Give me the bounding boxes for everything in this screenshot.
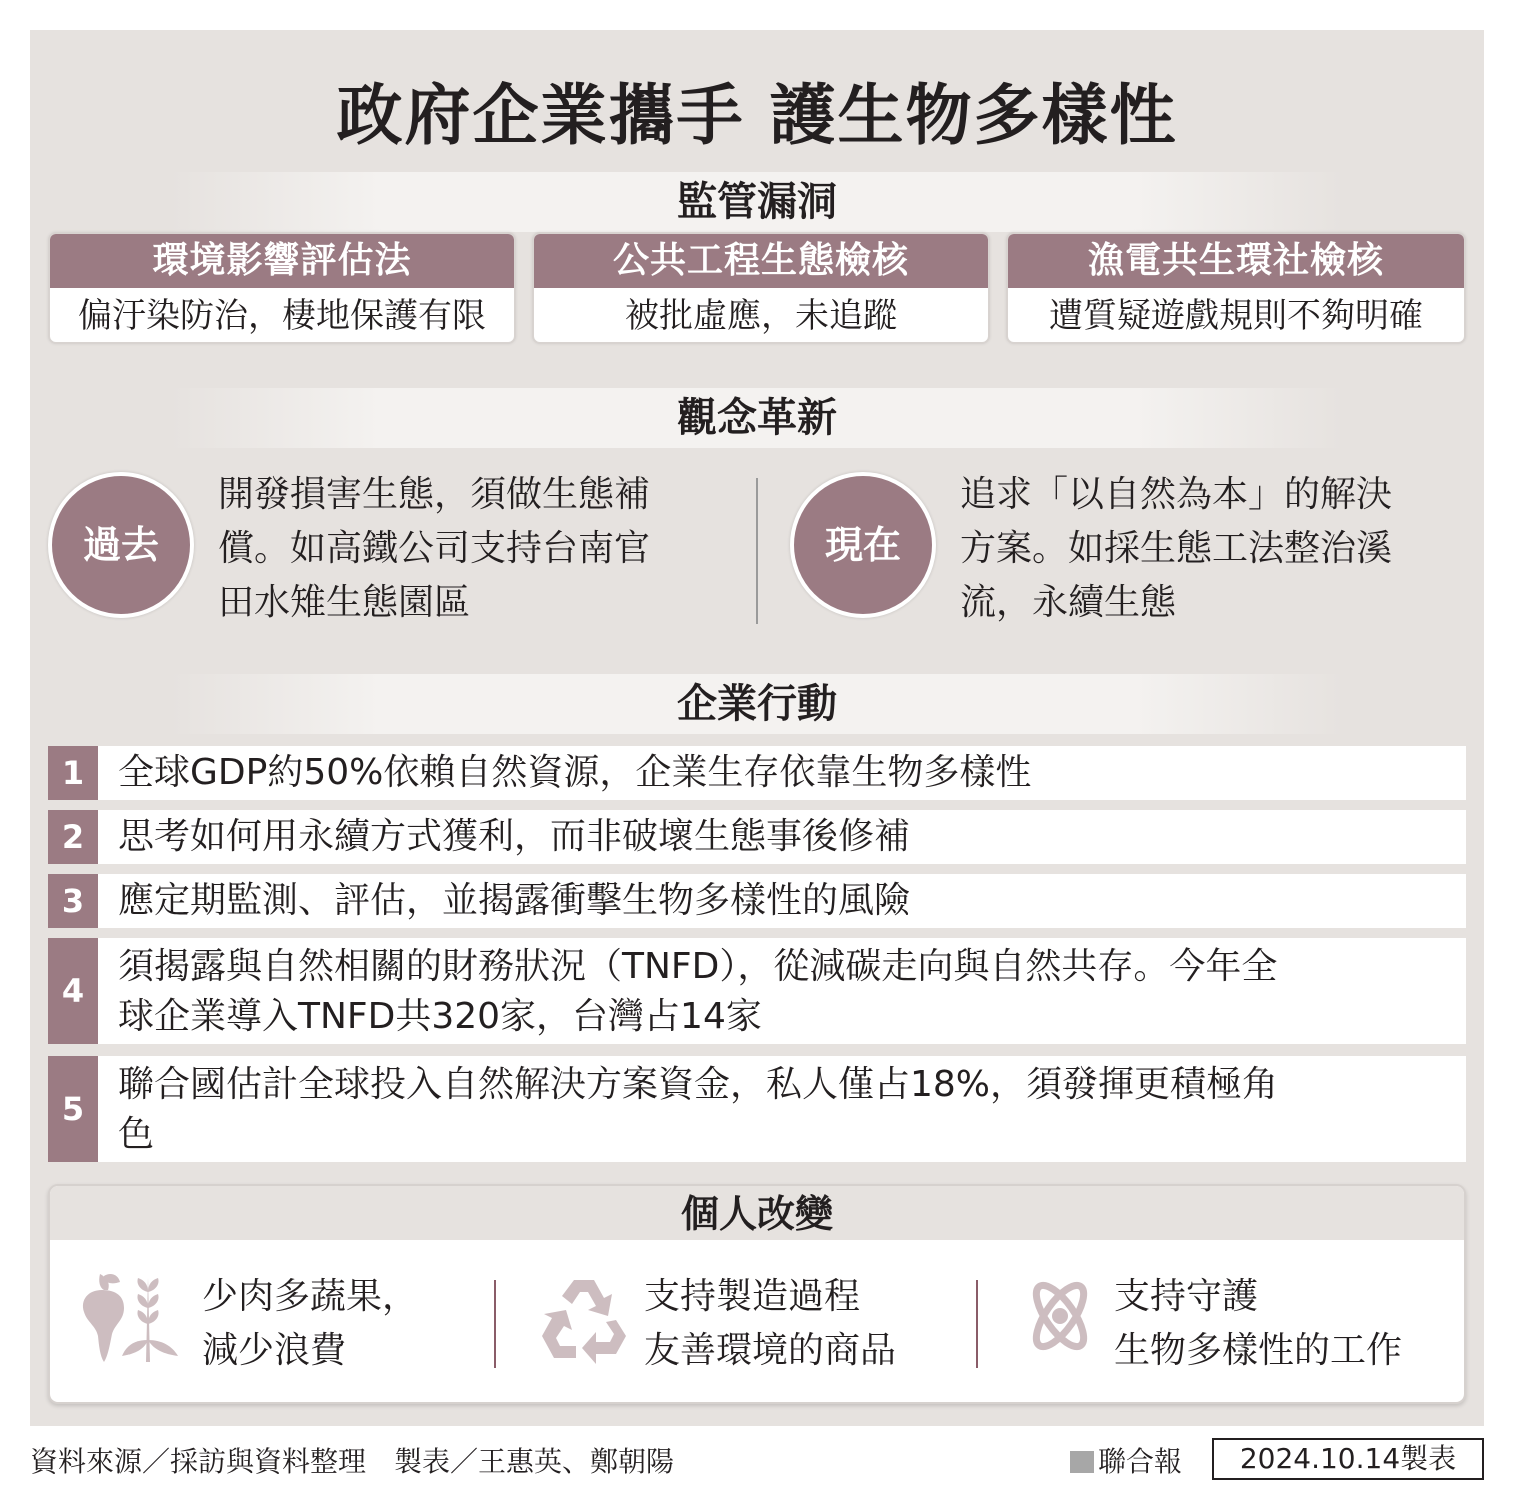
concept-divider [756,478,758,624]
gap-card-public-works-check [532,232,990,344]
action-line: 色 [118,1114,155,1155]
action-item-4 [48,938,1466,1044]
action-number: 5 [48,1056,98,1162]
past-line: 開發損害生態，須做生態補 [218,474,651,515]
past-line: 田水雉生態園區 [218,582,471,623]
brand-name: 聯合報 [1098,1445,1183,1478]
now-line: 方案。如採生態工法整治溪 [960,528,1393,569]
gap-card-fishery-solar-check [1006,232,1466,344]
section-title-corporate: 企業行動 [170,674,1344,734]
action-text [118,1060,1446,1160]
personal-item-text [202,1270,418,1378]
past-description [218,468,650,630]
gap-card-heading: 漁電共生環社檢核 [1008,234,1464,288]
personal-line: 支持守護 [1114,1276,1259,1317]
action-item-1 [48,746,1466,800]
action-number: 2 [48,810,98,864]
brand-square-icon [1070,1451,1094,1473]
action-item-5 [48,1056,1466,1162]
gap-card-heading: 環境影響評估法 [50,234,514,288]
now-badge: 現在 [790,472,936,618]
publish-date: 2024.10.14製表 [1212,1438,1484,1480]
section-title-regulatory-gaps: 監管漏洞 [170,172,1344,232]
action-text [118,942,1446,1042]
action-text [118,876,1446,926]
now-line: 追求「以自然為本」的解決 [960,474,1393,515]
gap-card-eia-law [48,232,516,344]
personal-item-text [1114,1270,1402,1378]
gap-card-body: 被批虛應，未追蹤 [625,296,897,336]
action-text [118,812,1446,862]
action-text [118,748,1446,798]
personal-line: 少肉多蔬果， [202,1276,419,1317]
past-badge: 過去 [48,472,194,618]
action-number: 4 [48,938,98,1044]
personal-line: 生物多樣性的工作 [1114,1330,1403,1371]
action-number: 1 [48,746,98,800]
atom-icon [1020,1274,1100,1358]
section-title-personal: 個人改變 [50,1186,1464,1240]
publisher-brand [1070,1440,1182,1480]
now-description [960,468,1392,630]
page-title: 政府企業攜手 護生物多樣性 [336,77,1178,154]
source-credit: 資料來源／採訪與資料整理 製表／王惠英、鄭朝陽 [30,1445,675,1478]
vegetable-grain-icon [74,1270,182,1366]
now-line: 流，永續生態 [960,582,1177,623]
action-line: 思考如何用永續方式獲利，而非破壞生態事後修補 [118,816,911,857]
gap-card-body: 遭質疑遊戲規則不夠明確 [1049,296,1423,336]
action-item-2 [48,810,1466,864]
gap-card-body: 偏汙染防治，棲地保護有限 [78,296,486,336]
personal-item-text [644,1270,896,1378]
action-item-3 [48,874,1466,928]
personal-divider [494,1280,496,1368]
personal-change-box [48,1184,1466,1404]
gap-card-heading: 公共工程生態檢核 [534,234,988,288]
personal-line: 友善環境的商品 [644,1330,897,1371]
action-line: 須揭露與自然相關的財務狀況（TNFD），從減碳走向與自然共存。今年全 [118,946,1278,987]
action-number: 3 [48,874,98,928]
action-line: 全球GDP約50%依賴自然資源，企業生存依靠生物多樣性 [118,752,1032,793]
action-line: 應定期監測、評估，並揭露衝擊生物多樣性的風險 [118,880,911,921]
past-line: 償。如高鐵公司支持台南官 [218,528,651,569]
personal-divider [976,1280,978,1368]
section-title-concept: 觀念革新 [170,388,1344,448]
personal-line: 減少浪費 [202,1330,347,1371]
action-line: 球企業導入TNFD共320家，台灣占14家 [118,996,762,1037]
recycle-icon [538,1274,630,1364]
personal-line: 支持製造過程 [644,1276,861,1317]
action-line: 聯合國估計全球投入自然解決方案資金，私人僅占18%，須發揮更積極角 [118,1064,1279,1105]
